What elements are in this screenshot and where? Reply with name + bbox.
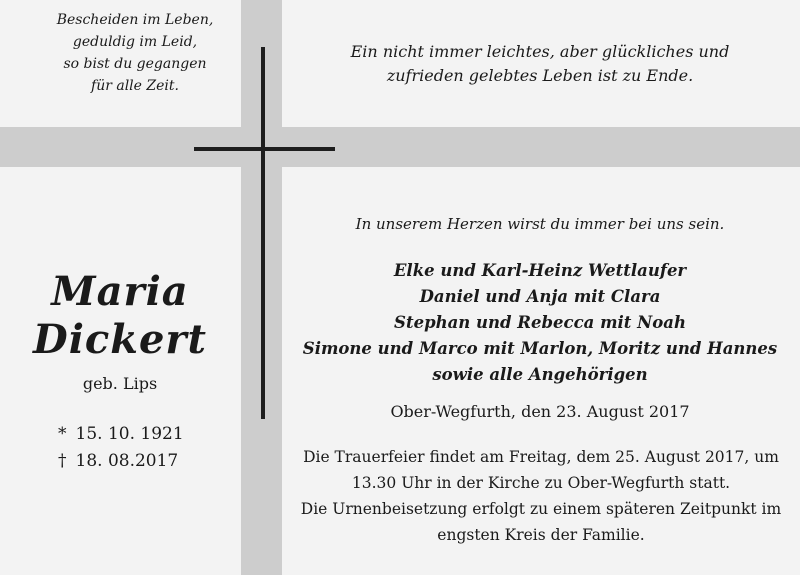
mourner-line: Stephan und Rebecca mit Noah bbox=[394, 313, 686, 332]
mourner-line: Daniel und Anja mit Clara bbox=[419, 287, 661, 306]
quote-left-line: für alle Zeit. bbox=[91, 78, 179, 94]
quote-left-line: so bist du gegangen bbox=[63, 56, 207, 72]
cross-icon-horizontal-bar bbox=[194, 147, 335, 151]
heart-line: In unserem Herzen wirst du immer bei uns sein. bbox=[355, 215, 725, 233]
deceased-first-name: Maria bbox=[51, 268, 189, 315]
funeral-info-line: Die Trauerfeier findet am Freitag, dem 25. August 2017, um bbox=[303, 448, 779, 466]
birth-date: 15. 10. 1921 bbox=[75, 424, 184, 444]
place-date: Ober-Wegfurth, den 23. August 2017 bbox=[390, 402, 690, 421]
funeral-info-line: Die Urnenbeisetzung erfolgt zu einem späteren Zeitpunkt im bbox=[300, 500, 782, 518]
cross-band-horizontal bbox=[0, 127, 800, 167]
quote-right bbox=[300, 40, 780, 88]
funeral-info-line: engsten Kreis der Familie. bbox=[437, 526, 645, 544]
mourner-line: Simone und Marco mit Marlon, Moritz und Hannes bbox=[302, 339, 778, 358]
birth-star-icon: * bbox=[58, 424, 67, 444]
deceased-name bbox=[20, 268, 220, 364]
deceased-last-name: Dickert bbox=[33, 316, 207, 363]
quote-left-line: Bescheiden im Leben, bbox=[56, 12, 214, 28]
quote-left-line: geduldig im Leid, bbox=[72, 34, 198, 50]
mourner-line: Elke und Karl-Heinz Wettlaufer bbox=[393, 261, 687, 280]
quote-right-line: zufrieden gelebtes Leben ist zu Ende. bbox=[386, 66, 694, 85]
cross-icon-vertical-bar bbox=[261, 47, 265, 419]
funeral-info-line: 13.30 Uhr in der Kirche zu Ober-Wegfurth statt. bbox=[351, 474, 731, 492]
life-dates bbox=[58, 421, 228, 475]
maiden-name: geb. Lips bbox=[82, 374, 158, 393]
birth-row bbox=[58, 421, 228, 448]
death-dagger-icon: † bbox=[58, 451, 67, 471]
mourner-line: sowie alle Angehörigen bbox=[432, 365, 648, 384]
quote-left bbox=[40, 9, 230, 97]
death-date: 18. 08.2017 bbox=[75, 451, 179, 471]
mourners-list bbox=[290, 258, 790, 388]
quote-right-line: Ein nicht immer leichtes, aber glückliches und bbox=[350, 42, 730, 61]
death-row bbox=[58, 448, 228, 475]
funeral-info bbox=[296, 444, 786, 548]
